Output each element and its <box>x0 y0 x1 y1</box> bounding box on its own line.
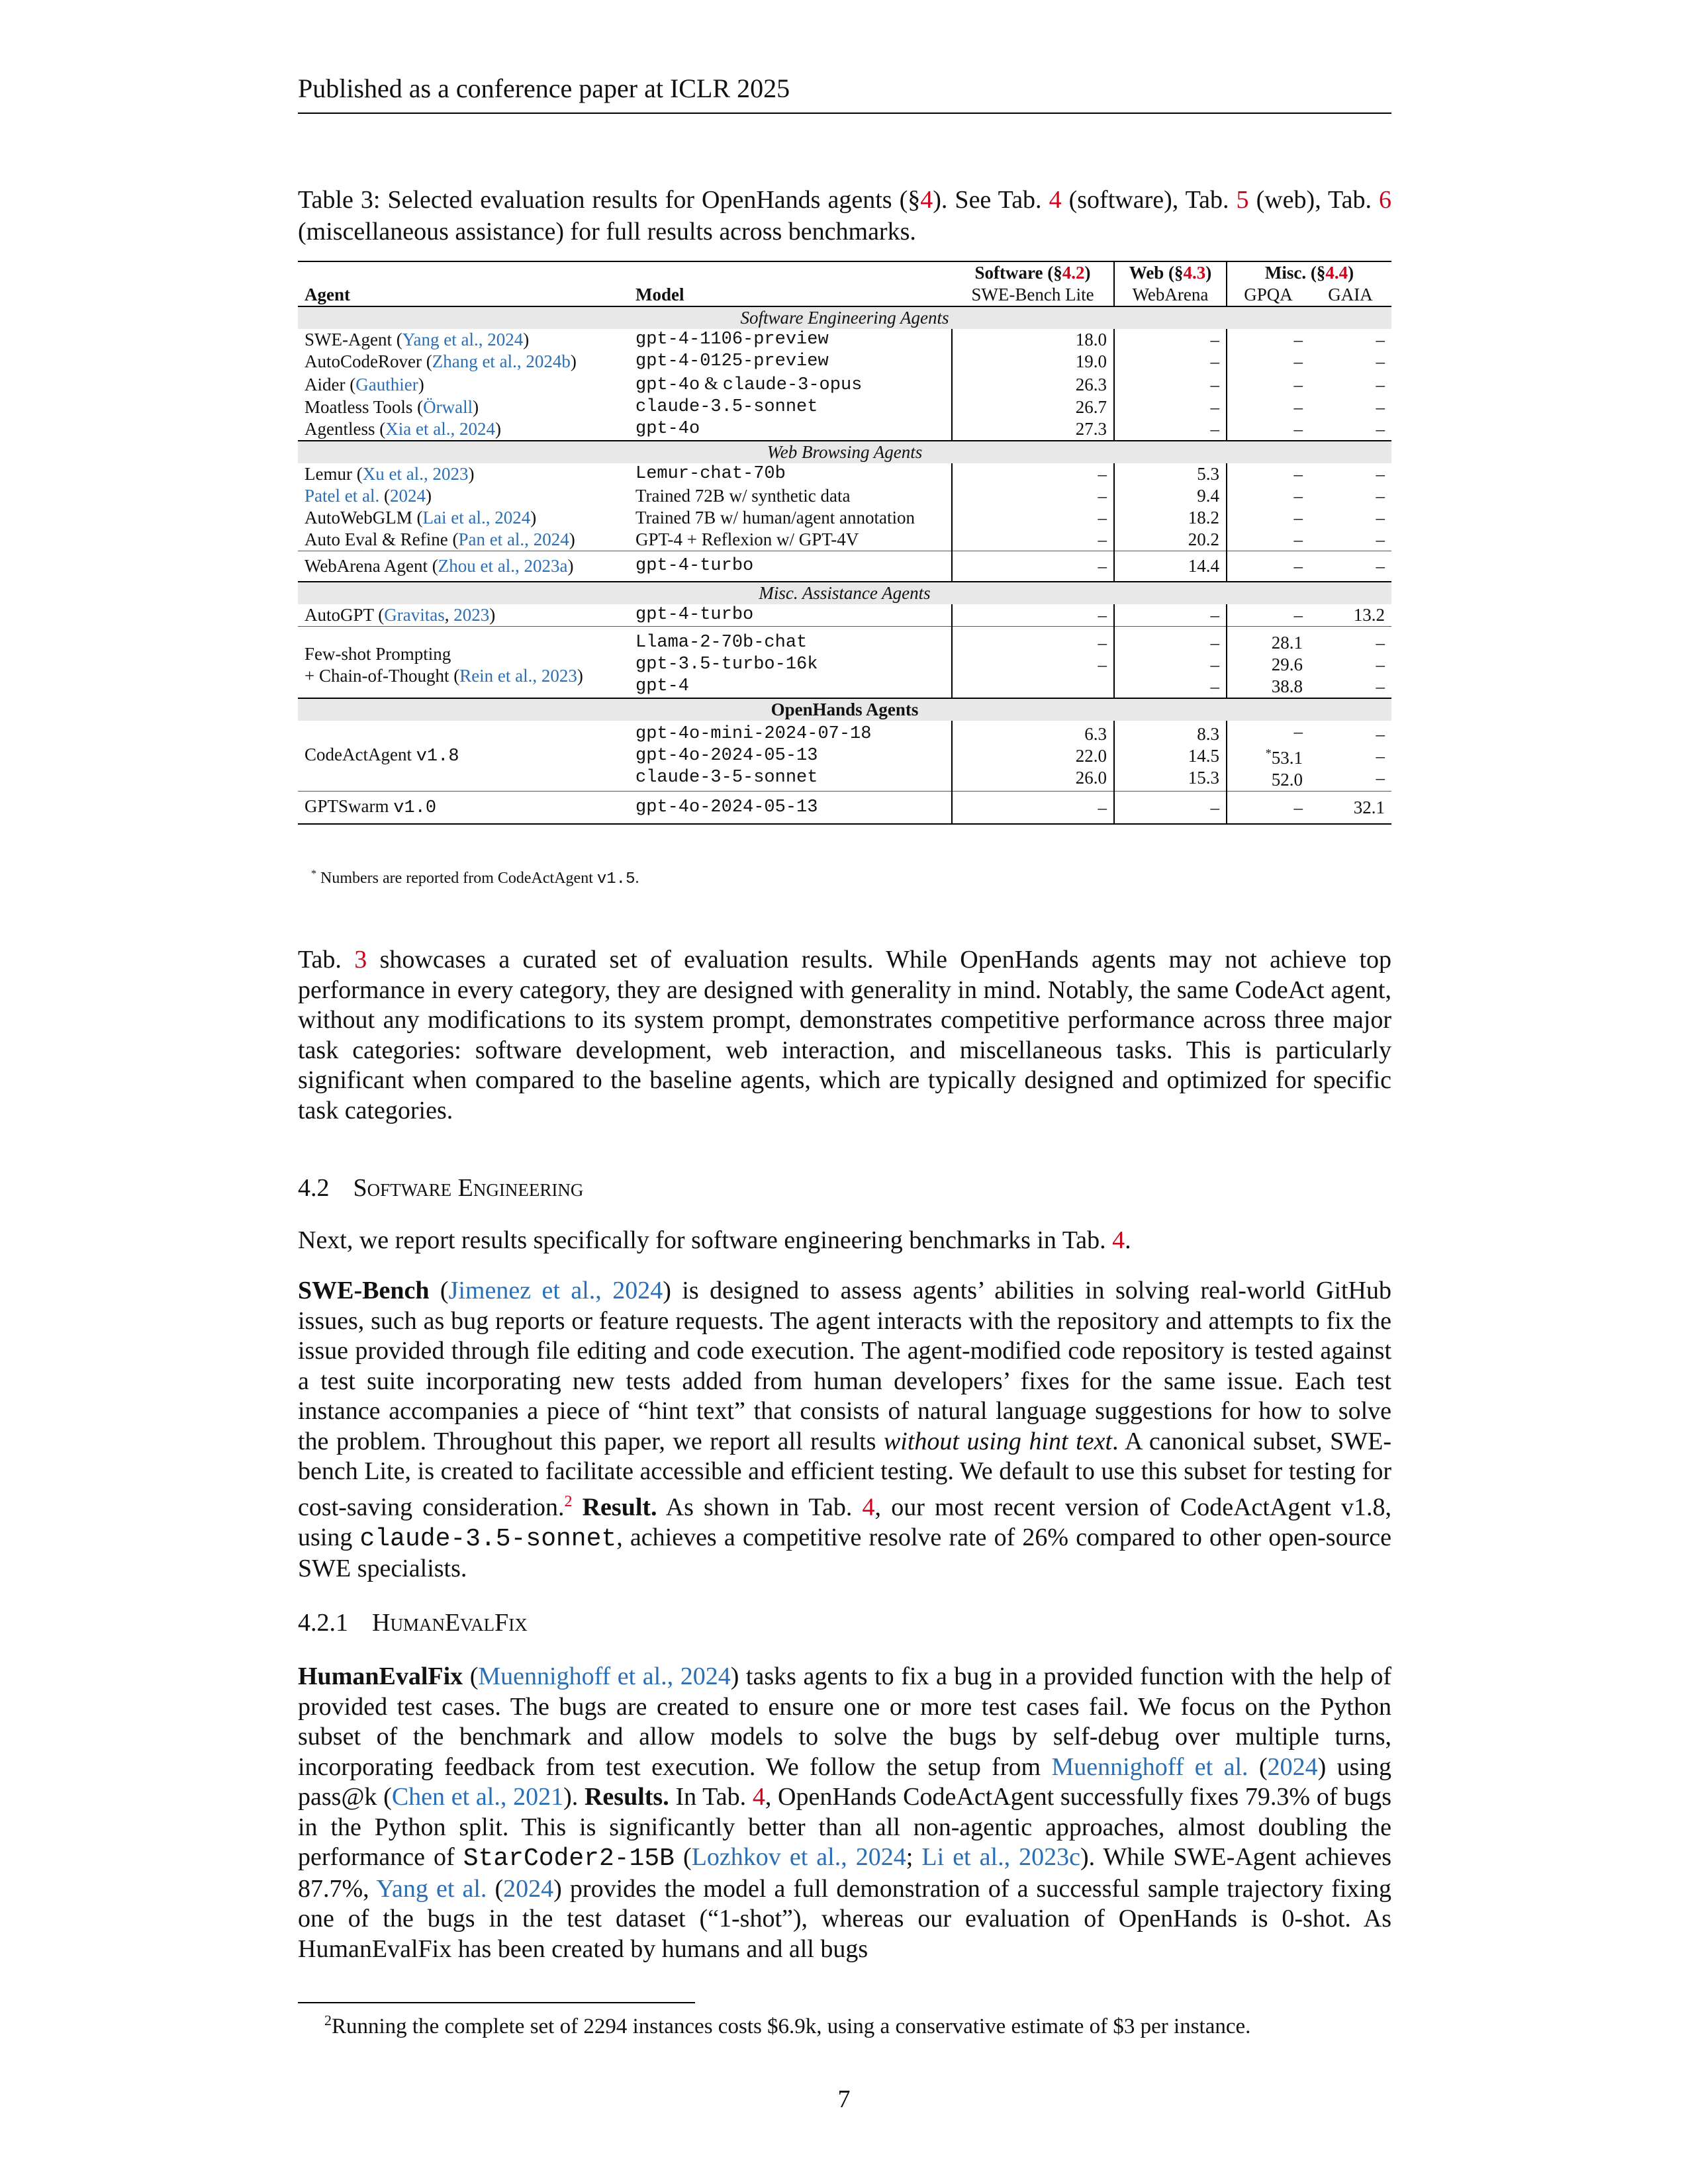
page-number: 7 <box>837 2085 851 2113</box>
table-ref-link[interactable]: 4 <box>752 1783 765 1811</box>
web-cell: 8.3 14.5 15.3 <box>1114 721 1227 792</box>
gaia-cell: – <box>1309 551 1391 582</box>
model-cell: gpt-4o-mini-2024-07-18 gpt-4o-2024-05-13 claude-3-5-sonnet <box>629 721 952 792</box>
table-caption: Table 3: Selected evaluation results for OpenHands agents (§4). See Tab. 4 (software), Tab. 5 (web), Tab. 6 (miscellaneous assistance) for full results across benchmarks. <box>298 186 1391 246</box>
swe-cell: 19.0 <box>952 351 1114 373</box>
agent-cell: SWE-Agent (Yang et al., 2024) <box>305 330 530 349</box>
web-cell: – <box>1114 604 1227 627</box>
gpqa-cell: – <box>1293 374 1303 394</box>
agent-cell: AutoCodeRover (Zhang et al., 2024b) <box>305 351 577 371</box>
section-heading-4-2-1: 4.2.1 HumanEvalFix <box>298 1609 528 1637</box>
agent-cell: WebArena Agent (Zhou et al., 2023a) <box>298 551 629 582</box>
table-ref-link[interactable]: 4 <box>1112 1226 1125 1254</box>
gpqa-cell: – <box>1227 792 1309 825</box>
section-row-openhands: OpenHands Agents <box>298 698 1391 721</box>
agent-cell: Few-shot Prompting + Chain-of-Thought (Rein et al., 2023) <box>298 627 629 699</box>
agent-cell: AutoGPT (Gravitas, 2023) <box>305 605 496 625</box>
col-group-web: Web (§4.3) <box>1114 261 1227 284</box>
footnote-2: $^2$Running the complete set of 2294 instances costs $6.9k, using a conservative estimate of $3 per instance. <box>324 2012 1251 2038</box>
col-header-gpqa: GPQA <box>1244 285 1293 304</box>
table-header-group-row <box>298 261 1391 284</box>
table-ref-link[interactable]: 4 <box>862 1493 875 1522</box>
model-cell: gpt-4-0125-preview <box>629 351 952 373</box>
agent-cell: Aider (Gauthier) <box>305 374 424 394</box>
swe-cell: 26.3 <box>952 373 1114 396</box>
gaia-cell: – <box>1376 330 1385 349</box>
table-ref-link[interactable]: 3 <box>354 946 367 974</box>
gpqa-cell: – <box>1293 605 1303 625</box>
agent-cell: Agentless (Xia et al., 2024) <box>305 419 501 439</box>
gaia-cell: – <box>1376 419 1385 439</box>
table-row <box>298 463 1391 485</box>
table-row <box>298 351 1391 373</box>
col-group-software: Software (§4.2) <box>952 261 1114 284</box>
swe-cell: – <box>952 604 1114 627</box>
model-cell: gpt-4-turbo <box>629 551 952 582</box>
gaia-cell: 13.2 <box>1353 605 1385 625</box>
table-row <box>298 721 1391 792</box>
gaia-cell: – <box>1376 351 1385 371</box>
gaia-cell: – <box>1376 464 1385 484</box>
swe-cell: – <box>952 529 1114 551</box>
model-cell: gpt-4o <box>629 418 952 441</box>
table-row <box>298 551 1391 582</box>
table-ref-link[interactable]: 4 <box>1049 186 1062 214</box>
section-row-software: Software Engineering Agents <box>298 306 1391 329</box>
table-ref-link[interactable]: 6 <box>1378 186 1391 214</box>
web-cell: – <box>1114 373 1227 396</box>
table-footnote: * Numbers are reported from CodeActAgent v1.5. <box>311 868 639 888</box>
gaia-cell: – <box>1376 397 1385 417</box>
web-cell: 14.4 <box>1114 551 1227 582</box>
swe-cell: – <box>952 463 1114 485</box>
table-row <box>298 396 1391 418</box>
model-cell: GPT-4 + Reflexion w/ GPT-4V <box>629 529 952 551</box>
model-cell: Lemur-chat-70b <box>629 463 952 485</box>
web-cell: 18.2 <box>1114 507 1227 529</box>
gpqa-cell: – <box>1293 486 1303 506</box>
model-cell: gpt-4-turbo <box>629 604 952 627</box>
model-cell: claude-3.5-sonnet <box>629 396 952 418</box>
col-header-gaia: GAIA <box>1328 285 1373 304</box>
model-cell: Llama-2-70b-chat gpt-3.5-turbo-16k gpt-4 <box>629 627 952 699</box>
gaia-cell: – – – <box>1309 627 1391 699</box>
footnote-rule <box>298 2002 695 2003</box>
swe-cell: – <box>952 507 1114 529</box>
web-cell: 9.4 <box>1114 485 1227 507</box>
web-cell: 5.3 <box>1114 463 1227 485</box>
gaia-cell: – <box>1376 486 1385 506</box>
web-cell: – – – <box>1114 627 1227 699</box>
model-cell: gpt-4o & claude-3-opus <box>629 373 952 396</box>
web-cell: – <box>1114 792 1227 825</box>
section-heading-4-2: 4.2 Software Engineering <box>298 1174 584 1202</box>
gaia-cell: – <box>1376 374 1385 394</box>
web-cell: 20.2 <box>1114 529 1227 551</box>
paragraph-humanevalfix: HumanEvalFix (Muennighoff et al., 2024) tasks agents to fix a bug in a provided function with the help of provided test cases. The bugs are created to ensure one or more test cases fail. We focus on the Python subset of the benchmark and allow models to solve the bugs by self-debug over multiple turns, incorporating feedback from test execution. We follow the setup from Muennighoff et al. (2024) using pass@k (Chen et al., 2021). Results. In Tab. 4, OpenHands CodeActAgent successfully fixes 79.3% of bugs in the Python split. This is significantly better than all non-agentic approaches, almost doubling the performance of StarCoder2-15B (Lozhkov et al., 2024; Li et al., 2023c). While SWE-Agent achieves 87.7%, Yang et al. (2024) provides the model a full demonstration of a successful sample trajectory fixing one of the bugs in the test dataset (“1-shot”), whereas our evaluation of OpenHands is 0-shot. As HumanEvalFix has been created by humans and all bugs <box>298 1662 1392 1963</box>
model-cell: Trained 7B w/ human/agent annotation <box>629 507 952 529</box>
table-row <box>298 485 1391 507</box>
agent-cell: CodeActAgent v1.8 <box>305 745 459 766</box>
model-cell: Trained 72B w/ synthetic data <box>629 485 952 507</box>
table-row <box>298 604 1391 627</box>
table-row <box>298 627 1391 699</box>
table-row <box>298 329 1391 351</box>
gaia-cell: – <box>1376 508 1385 527</box>
table-row <box>298 792 1391 825</box>
gpqa-cell: – <box>1293 330 1303 349</box>
agent-cell: Auto Eval & Refine (Pan et al., 2024) <box>305 529 575 549</box>
gaia-cell: – <box>1376 529 1385 549</box>
table-row <box>298 507 1391 529</box>
agent-cell: Moatless Tools (Örwall) <box>305 397 479 417</box>
table-row <box>298 418 1391 441</box>
swe-cell: – <box>952 485 1114 507</box>
section-row-web: Web Browsing Agents <box>298 441 1391 463</box>
paragraph-summary: Tab. 3 showcases a curated set of evaluation results. While OpenHands agents may not achieve top performance in every category, they are designed with generality in mind. Notably, the same CodeAct agent, without any modifications to its system prompt, demonstrates competitive performance across three major task categories: software development, web interaction, and miscellaneous tasks. This is particularly significant when compared to the baseline agents, which are typically designed and optimized for specific task categories. <box>298 946 1391 1124</box>
section-ref-link[interactable]: 4 <box>920 186 933 214</box>
gpqa-cell: – *53.1 52.0 <box>1265 721 1303 790</box>
results-table <box>298 261 1391 825</box>
gpqa-cell: – <box>1293 397 1303 417</box>
web-cell: – <box>1114 351 1227 373</box>
paragraph-next: Next, we report results specifically for software engineering benchmarks in Tab. 4. <box>298 1226 1131 1254</box>
table-row <box>298 373 1391 396</box>
swe-cell: 6.3 22.0 26.0 <box>952 721 1114 792</box>
col-header-webarena: WebArena <box>1114 284 1227 306</box>
col-header-swe-bench-lite: SWE-Bench Lite <box>952 284 1114 306</box>
gpqa-cell: – <box>1227 551 1309 582</box>
swe-cell: – – <box>952 627 1114 699</box>
gpqa-cell: – <box>1293 419 1303 439</box>
table-row <box>298 529 1391 551</box>
swe-cell: – <box>952 551 1114 582</box>
swe-cell: 18.0 <box>952 329 1114 351</box>
col-header-model: Model <box>629 261 952 306</box>
gpqa-cell: – <box>1293 464 1303 484</box>
web-cell: – <box>1114 418 1227 441</box>
swe-cell: 27.3 <box>952 418 1114 441</box>
model-cell: gpt-4o-2024-05-13 <box>629 792 952 825</box>
agent-cell: Patel et al. (2024) <box>305 486 432 506</box>
gaia-cell: 32.1 <box>1309 792 1391 825</box>
footnote-ref-link[interactable]: 2 <box>564 1492 573 1510</box>
swe-cell: – <box>952 792 1114 825</box>
col-group-misc: Misc. (§4.4) <box>1227 261 1391 284</box>
table-ref-link[interactable]: 5 <box>1236 186 1249 214</box>
agent-cell: Lemur (Xu et al., 2023) <box>305 464 475 484</box>
gpqa-cell: – <box>1293 529 1303 549</box>
running-header: Published as a conference paper at ICLR 2025 <box>298 74 1391 114</box>
paragraph-swe-bench: SWE-Bench (Jimenez et al., 2024) is designed to assess agents’ abilities in solving real-world GitHub issues, such as bug reports or feature requests. The agent interacts with the repository and attempts to fix the issue provided through file editing and code execution. The agent-modified code repository is tested against a test suite incorporating new tests added from human developers’ fixes for the same issue. Each test instance accompanies a piece of “hint text” that consists of natural language suggestions for how to solve the problem. Throughout this paper, we report all results without using hint text. A canonical subset, SWE-bench Lite, is created to facilitate accessible and efficient testing. We default to use this subset for testing for cost-saving consideration.$^2$ Result. As shown in Tab. 4, our most recent version of CodeActAgent v1.8, using claude-3.5-sonnet, achieves a competitive resolve rate of 26% compared to other open-source SWE specialists. <box>298 1277 1391 1583</box>
gaia-cell: – – – <box>1376 723 1385 788</box>
model-cell: gpt-4-1106-preview <box>629 329 952 351</box>
web-cell: – <box>1114 396 1227 418</box>
gpqa-cell: – <box>1293 351 1303 371</box>
swe-cell: 26.7 <box>952 396 1114 418</box>
agent-cell: AutoWebGLM (Lai et al., 2024) <box>305 508 537 527</box>
gpqa-cell: – <box>1293 508 1303 527</box>
gpqa-cell: 28.1 29.6 38.8 <box>1227 627 1309 699</box>
section-row-misc: Misc. Assistance Agents <box>298 582 1391 604</box>
col-header-agent: Agent <box>298 261 629 306</box>
web-cell: – <box>1114 329 1227 351</box>
agent-cell: GPTSwarm v1.0 <box>298 792 629 825</box>
